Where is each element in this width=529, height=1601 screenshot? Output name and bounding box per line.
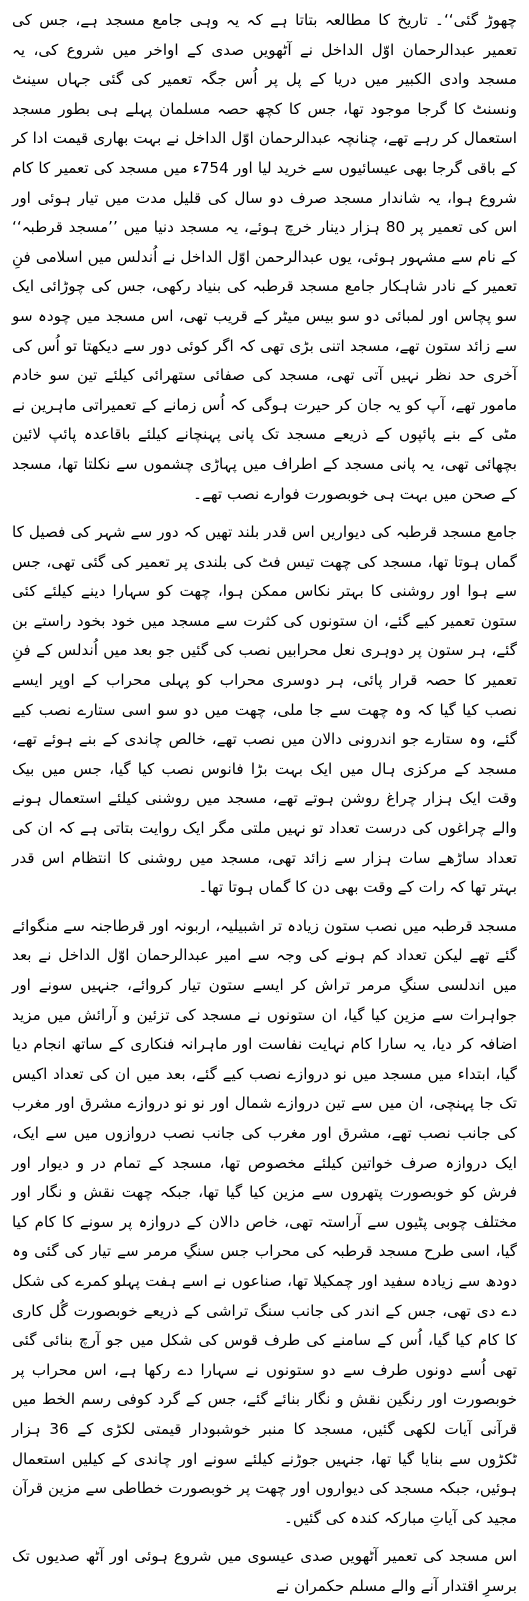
article-paragraph-4: اس مسجد کی تعمیر آٹھویں صدی عیسوی میں شروع ہوئی اور آٹھ صدیوں تک برسرِ اقتدار آنے والے مسلم حکمران نے — [12, 1547, 517, 1595]
article-paragraph-3: مسجد قرطبہ میں نصب ستون زیادہ تر اشبیلیہ، اربونہ اور قرطاجنہ سے منگوائے گئے تھے لیکن تعداد کم ہونے کی وجہ سے امیر عبدالرحمان اوّل الداخل نے بعد میں اندلسی سنگِ مرمر تراش کر ایسے ستون تیار کروائے، جنہیں سونے اور جواہرات سے مزین کیا گیا، ان ستونوں نے مسجد کی تزئین و آرائش میں مزید اضافہ کر دیا، یہ سارا کام نہایت نفاست اور ماہرانہ فنکاری کے ساتھ انجام دیا گیا، ابتداء میں مسجد میں نو دروازے نصب کیے گئے، بعد میں ان کی تعداد اکیس تک جا پہنچی، ان میں سے تین دروازے شمال اور نو نو دروازے مشرق اور مغرب کی جانب نصب تھے، مشرق اور مغرب کی جانب نصب دروازوں میں سے ایک، ایک دروازہ صرف خواتین کیلئے مخصوص تھا، مسجد کے تمام در و دیوار اور فرش کو خوبصورت پتھروں سے مزین کیا گیا تھا، جبکہ چھت نقش و نگار اور مختلف چوبی پٹیوں سے آراستہ تھی، خاص دالان کے دروازہ پر سونے کا کام کیا گیا، اسی طرح مسجد قرطبہ کی محراب جس سنگِ مرمر سے تیار کی گئی وہ دودھ سے زیادہ سفید اور چمکیلا تھا، صناعوں نے اسے ہفت پہلو کمرے کی شکل دے دی تھی، جس کے اندر کی جانب سنگ تراشی کے ذریعے خوبصورت گُل کاری کا کام کیا گیا، اُس کے سامنے کی طرف قوس کی شکل میں جو آرچ بنائی گئی تھی اُسے دونوں طرف سے دو ستونوں نے سہارا دے رکھا ہے، اس محراب پر خوبصورت اور رنگین نقش و نگار بنائے گئے، جس کے گرد کوفی رسم الخط میں قرآنی آیات لکھی گئیں، مسجد کا منبر خوشبودار قیمتی لکڑی کے 36 ہزار ٹکڑوں سے بنایا گیا تھا، جنہیں جوڑنے کیلئے سونے اور چاندی کے کیلیں استعمال ہوئیں، جبکہ مسجد کی دیواروں اور چھت پر خوبصورت خطاطی سے مزین قرآن مجید کی آیاتِ مبارکہ کندہ کی گئیں۔ — [12, 916, 517, 1527]
article-paragraph-2: جامع مسجد قرطبہ کی دیواریں اس قدر بلند تھیں کہ دور سے شہر کی فصیل کا گماں ہوتا تھا، مسجد کی چھت تیس فٹ کی بلندی پر تعمیر کی گئی تھی، جس سے ہوا اور روشنی کا بہتر نکاس ممکن ہوا، چھت کو سہارا دینے کیلئے کئی ستون تعمیر کیے گئے، ان ستونوں کی کثرت سے مسجد میں خود بخود راستے بن گئے، ہر ستون پر دوہری نعل محرابیں نصب کی گئیں جو بعد میں اُندلس کے فنِ تعمیر کا حصہ قرار پائی، ہر دوسری محراب کو پہلی محراب کے اوپر ایسے نصب کیا گیا کہ وہ چھت سے جا ملی، چھت میں دو سو اسی ستارے نصب کیے گئے، وہ ستارے جو اندرونی دالان میں نصب تھے، خالص چاندی کے بنے ہوئے تھے، مسجد کے مرکزی ہال میں ایک بہت بڑا فانوس نصب کیا گیا، جس میں بیک وقت ایک ہزار چراغ روشن ہوتے تھے، مسجد میں روشنی کیلئے استعمال ہونے والے چراغوں کی درست تعداد تو نہیں ملتی مگر ایک روایت بتاتی ہے کہ ان کی تعداد ساڑھے سات ہزار سے زائد تھی، مسجد میں روشنی کا انتظام اس قدر بہتر تھا کہ رات کے وقت بھی دن کا گماں ہوتا تھا۔ — [12, 523, 517, 897]
article-paragraph-1: چھوڑ گئی‘‘۔ تاریخ کا مطالعہ بتاتا ہے کہ یہ وہی جامع مسجد ہے، جس کی تعمیر عبدالرحمان اوّل الداخل نے آٹھویں صدی کے اواخر میں شروع کی، یہ مسجد وادی الکبیر میں دریا کے پل پر اُس جگہ تعمیر کی گئی جہاں سینٹ ونسنٹ کا گرجا موجود تھا، جس کا کچھ حصہ مسلمان پہلے ہی بطور مسجد استعمال کر رہے تھے، چنانچہ عبدالرحمان اوّل الداخل نے بہت بھاری قیمت ادا کر کے باقی گرجا بھی عیسائیوں سے خرید لیا اور 754ء میں مسجد کی تعمیر کا کام شروع ہوا، یہ شاندار مسجد صرف دو سال کی قلیل مدت میں تیار ہوئی اور اس کی تعمیر پر 80 ہزار دینار خرچ ہوئے، یہ مسجد دنیا میں ’’مسجد قرطبہ‘‘ کے نام سے مشہور ہوئی، یوں عبدالرحمن اوّل الداخل نے اُندلس میں اسلامی فنِ تعمیر کے نادر شاہکار جامع مسجد قرطبہ کی بنیاد رکھی، جس کی چوڑائی ایک سو پچاس اور لمبائی دو سو بیس میٹر کے قریب تھی، اس مسجد میں چودہ سو سے زائد ستون تھے، مسجد اتنی بڑی تھی کہ اگر کوئی دور سے دیکھتا تو اُس کی آخری حد نظر نہیں آتی تھی، مسجد کی صفائی ستھرائی کیلئے تین سو خادم مامور تھے، آپ کو یہ جان کر حیرت ہوگی کہ اُس زمانے کے تعمیراتی ماہرین نے مٹی کے بنے پائپوں کے ذریعے مسجد تک پانی پہنچانے کیلئے باقاعدہ پائپ لائین بچھائی تھی، یہ پانی مسجد کے اطراف میں پہاڑی چشموں سے نکلتا تھا، مسجد کے صحن میں بہت ہی خوبصورت فوارے نصب تھے۔ — [12, 11, 517, 503]
